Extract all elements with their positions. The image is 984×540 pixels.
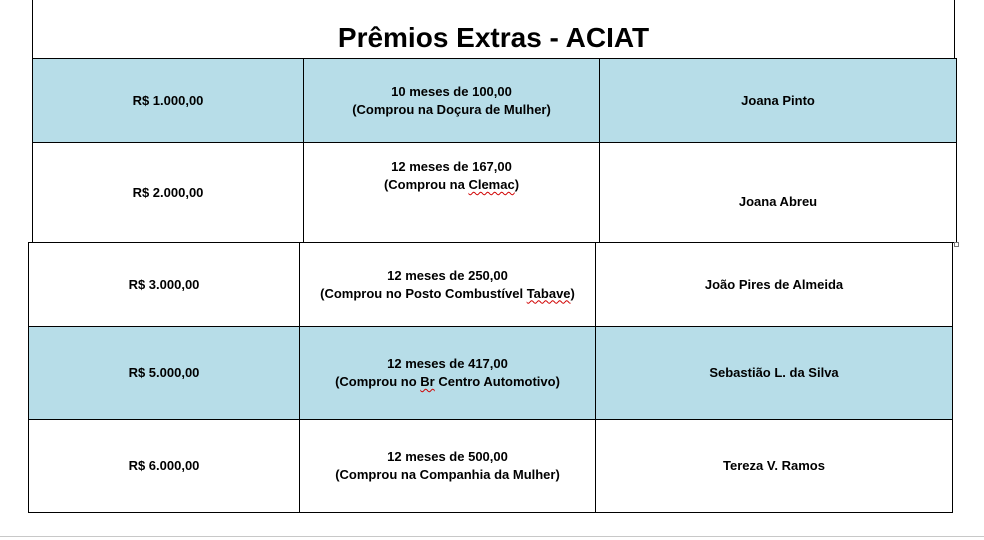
winner-name: João Pires de Almeida — [596, 243, 953, 327]
store-text: (Comprou no — [335, 374, 421, 389]
installment-plan: 12 meses de 167,00 — [391, 159, 512, 174]
winner-name: Tereza V. Ramos — [596, 420, 953, 513]
prize-value: R$ 3.000,00 — [29, 243, 300, 327]
installment-plan: 12 meses de 500,00 — [387, 449, 508, 464]
winner-name: Joana Pinto — [600, 59, 957, 143]
winner-name: Sebastião L. da Silva — [596, 327, 953, 420]
prize-description — [300, 243, 596, 327]
store-text: (Comprou na — [383, 177, 469, 192]
table-row — [33, 143, 957, 243]
prize-value: R$ 1.000,00 — [33, 59, 304, 143]
store-note — [304, 176, 599, 194]
page-bottom-divider — [0, 536, 984, 537]
table-row — [29, 243, 953, 327]
prize-value: R$ 6.000,00 — [29, 420, 300, 513]
prize-description — [304, 59, 600, 143]
spellcheck-word: Clemac — [468, 177, 515, 192]
spellcheck-word: Br — [420, 374, 435, 389]
table-resize-handle[interactable] — [954, 242, 959, 247]
prize-table-top — [32, 58, 957, 243]
prize-value: R$ 5.000,00 — [29, 327, 300, 420]
table-row — [29, 420, 953, 513]
prize-description — [300, 420, 596, 513]
store-note — [300, 285, 595, 303]
page-title: Prêmios Extras - ACIAT — [337, 22, 650, 53]
store-text: (Comprou na Companhia da Mulher) — [335, 467, 560, 482]
table-row — [29, 327, 953, 420]
prize-table-bottom — [28, 242, 953, 513]
winner-name: Joana Abreu — [600, 143, 957, 243]
spellcheck-word: Tabave — [526, 285, 571, 301]
prize-value: R$ 2.000,00 — [33, 143, 304, 243]
installment-plan: 10 meses de 100,00 — [391, 83, 512, 99]
store-text: (Comprou no Posto Combustível — [320, 285, 527, 301]
store-note — [304, 101, 599, 119]
prize-description — [304, 143, 600, 243]
store-note — [300, 373, 595, 391]
store-text-end: ) — [514, 177, 520, 192]
table-row — [33, 59, 957, 143]
store-text-end: Centro Automotivo) — [434, 374, 560, 389]
store-note — [300, 466, 595, 484]
store-text: (Comprou na Doçura de Mulher) — [352, 101, 551, 117]
title-box — [32, 0, 955, 58]
prize-description — [300, 327, 596, 420]
installment-plan: 12 meses de 250,00 — [387, 267, 508, 283]
installment-plan: 12 meses de 417,00 — [387, 356, 508, 371]
store-text-end: ) — [570, 285, 575, 301]
